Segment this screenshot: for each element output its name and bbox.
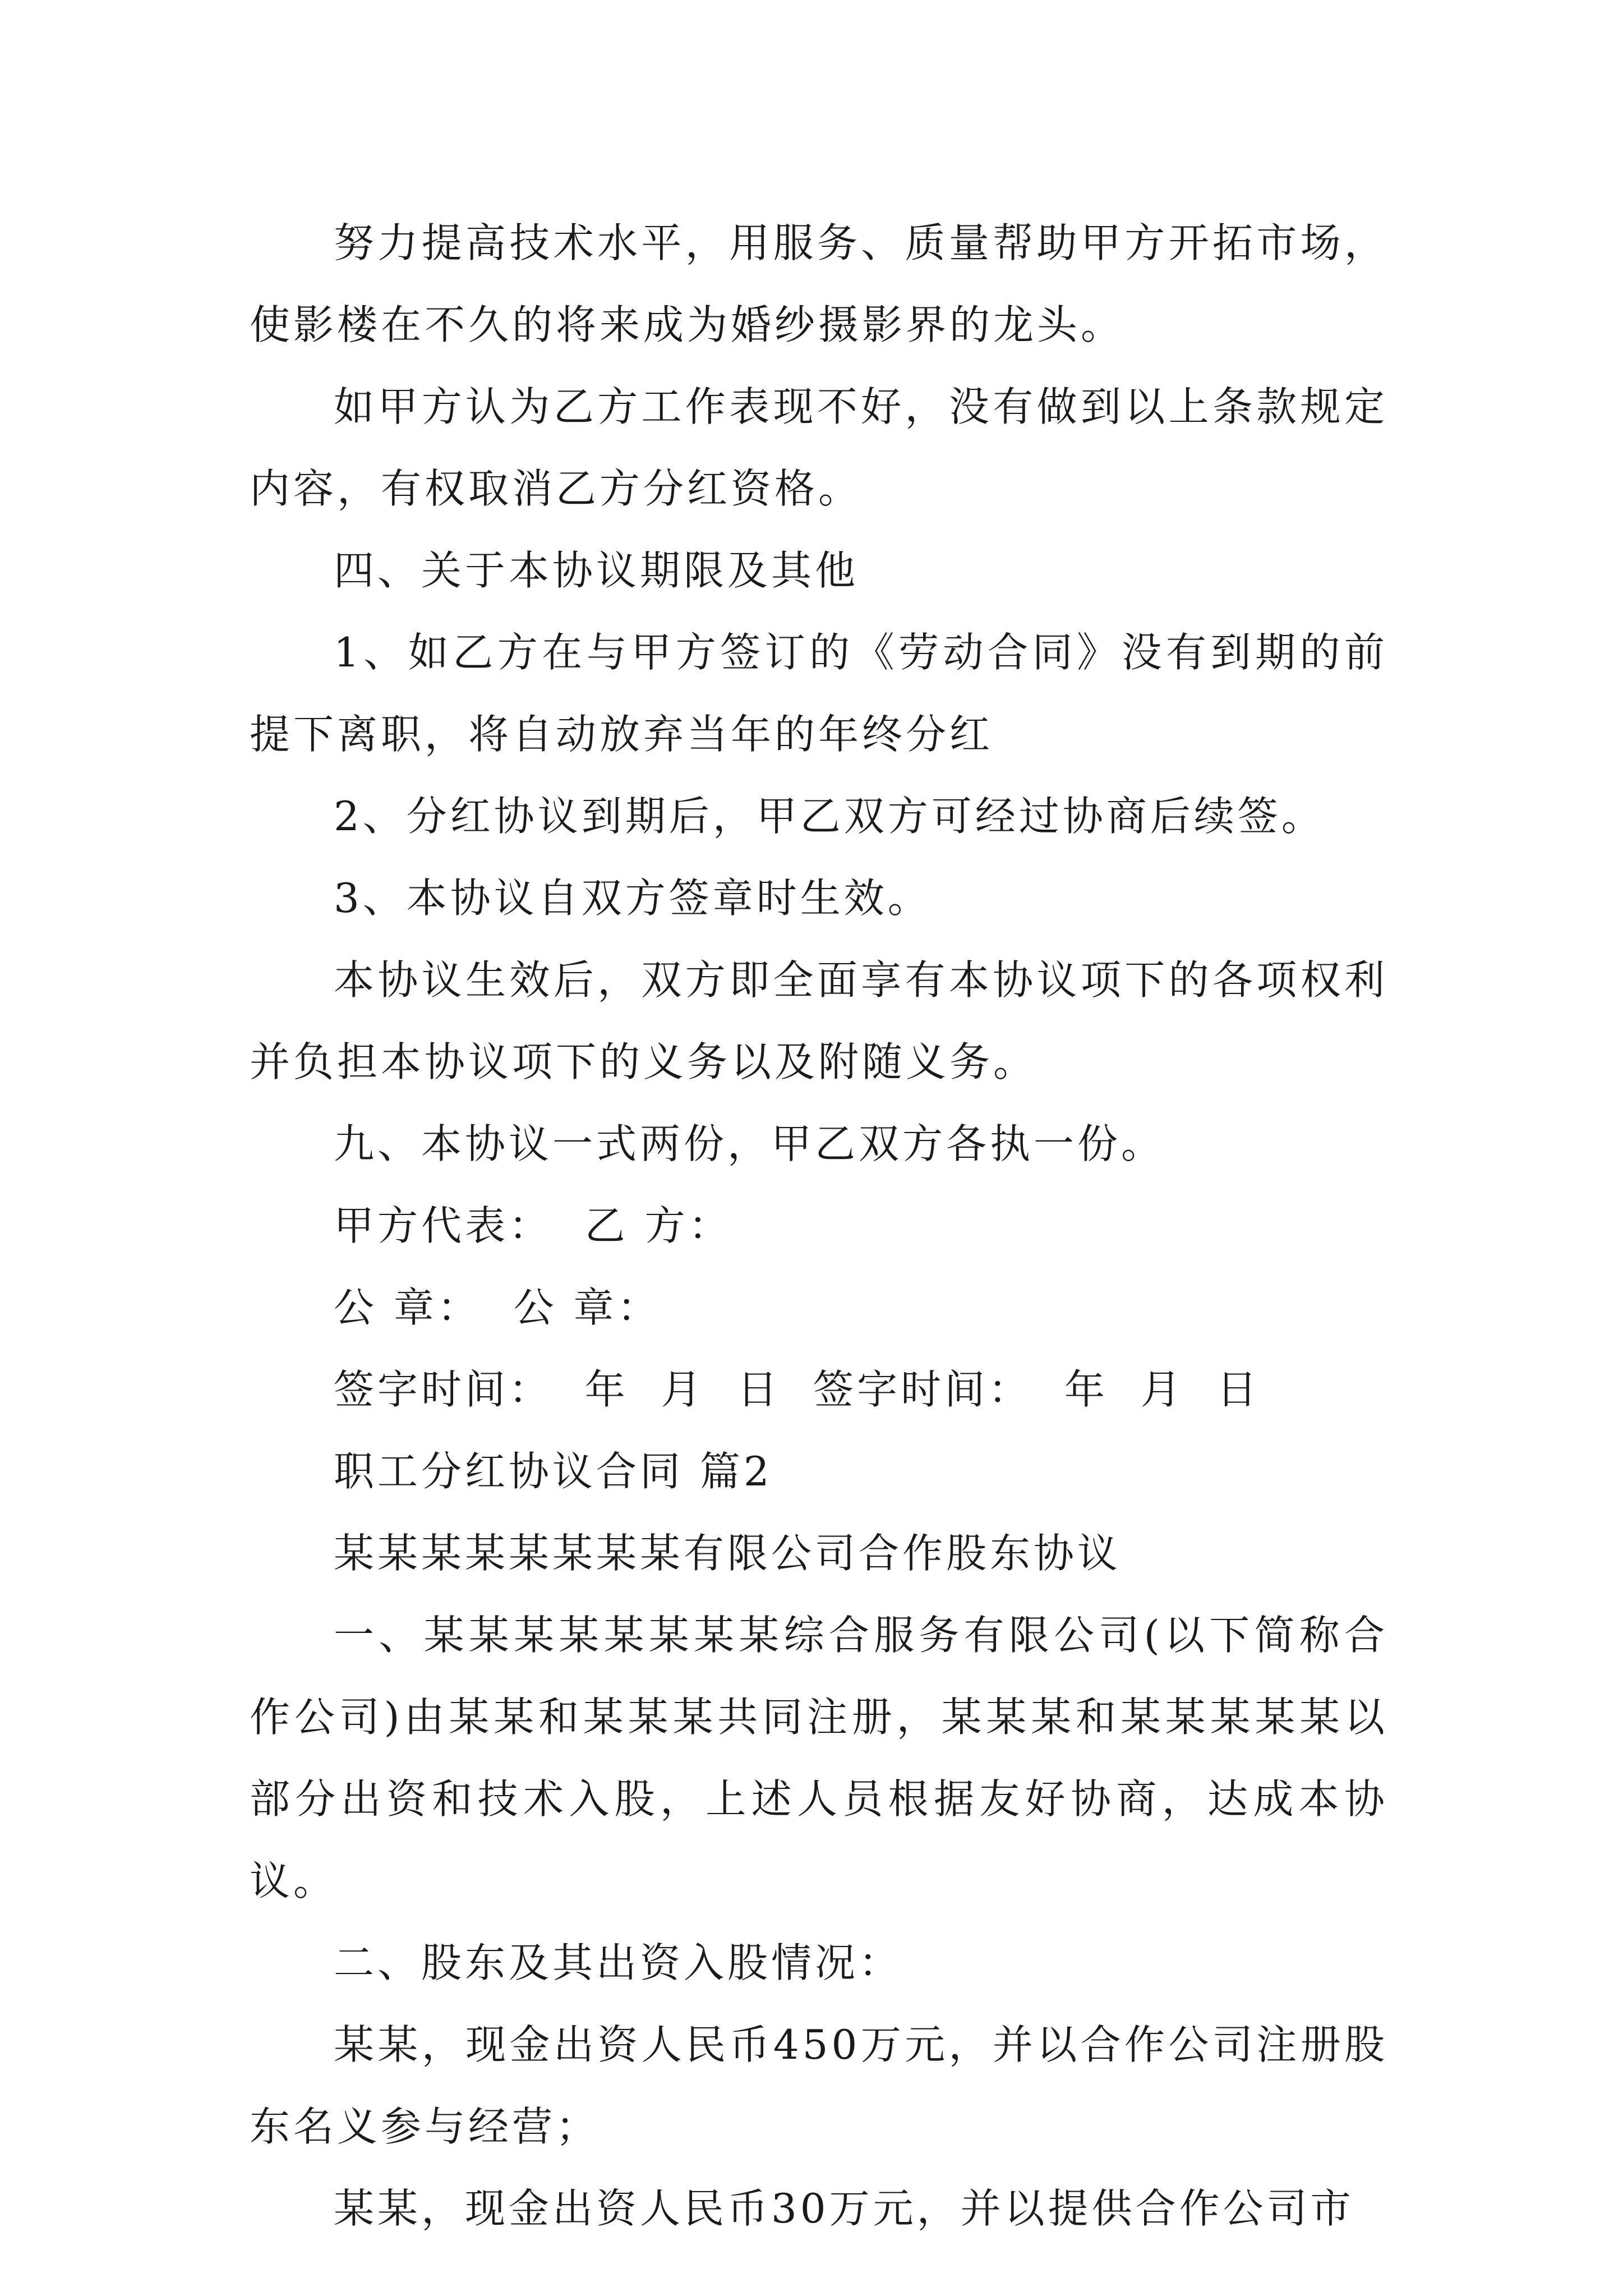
paragraph-copies: 九、本协议一式两份，甲乙双方各执一份。 bbox=[334, 1120, 1165, 1167]
paragraph-2: 如甲方认为乙方工作表现不好，没有做到以上条款规定内容，有权取消乙方分红资格。 bbox=[250, 383, 1388, 512]
paragraph-company: 一、某某某某某某某某综合服务有限公司(以下简称合作公司)由某某和某某某共同注册，某某某和某某某某某以部分出资和技术入股，上述人员根据友好协商，达成本协议。 bbox=[250, 1612, 1388, 1904]
shareholder-2: 某某，现金出资人民币30万元，并以提供合作公司市 bbox=[334, 2185, 1354, 2232]
signature-dates: 签字时间： 年 月 日 签字时间： 年 月 日 bbox=[334, 1366, 1261, 1413]
clause-3: 3、本协议自双方签章时生效。 bbox=[334, 875, 932, 922]
paragraph-effect: 本协议生效后，双方即全面享有本协议项下的各项权利并负担本协议项下的义务以及附随义务。 bbox=[250, 956, 1388, 1085]
paragraph-1: 努力提高技术水平，用服务、质量帮助甲方开拓市场，使影楼在不久的将来成为婚纱摄影界的龙头。 bbox=[250, 219, 1388, 348]
clause-1: 1、如乙方在与甲方签订的《劳动合同》没有到期的前提下离职，将自动放弃当年的年终分红 bbox=[250, 629, 1388, 758]
signature-parties: 甲方代表： 乙 方： bbox=[334, 1202, 732, 1249]
clause-2: 2、分红协议到期后，甲乙双方可经过协商后续签。 bbox=[334, 793, 1325, 840]
document-body bbox=[250, 202, 1388, 2249]
section-heading-shareholders: 二、股东及其出资入股情况： bbox=[334, 1939, 903, 1986]
shareholder-1: 某某，现金出资人民币450万元，并以合作公司注册股东名义参与经营； bbox=[250, 2021, 1388, 2150]
section-title: 职工分红协议合同 篇2 bbox=[334, 1448, 773, 1495]
agreement-title: 某某某某某某某某有限公司合作股东协议 bbox=[334, 1530, 1122, 1577]
signature-seals: 公 章： 公 章： bbox=[334, 1284, 661, 1331]
section-heading-4: 四、关于本协议期限及其他 bbox=[334, 547, 859, 594]
